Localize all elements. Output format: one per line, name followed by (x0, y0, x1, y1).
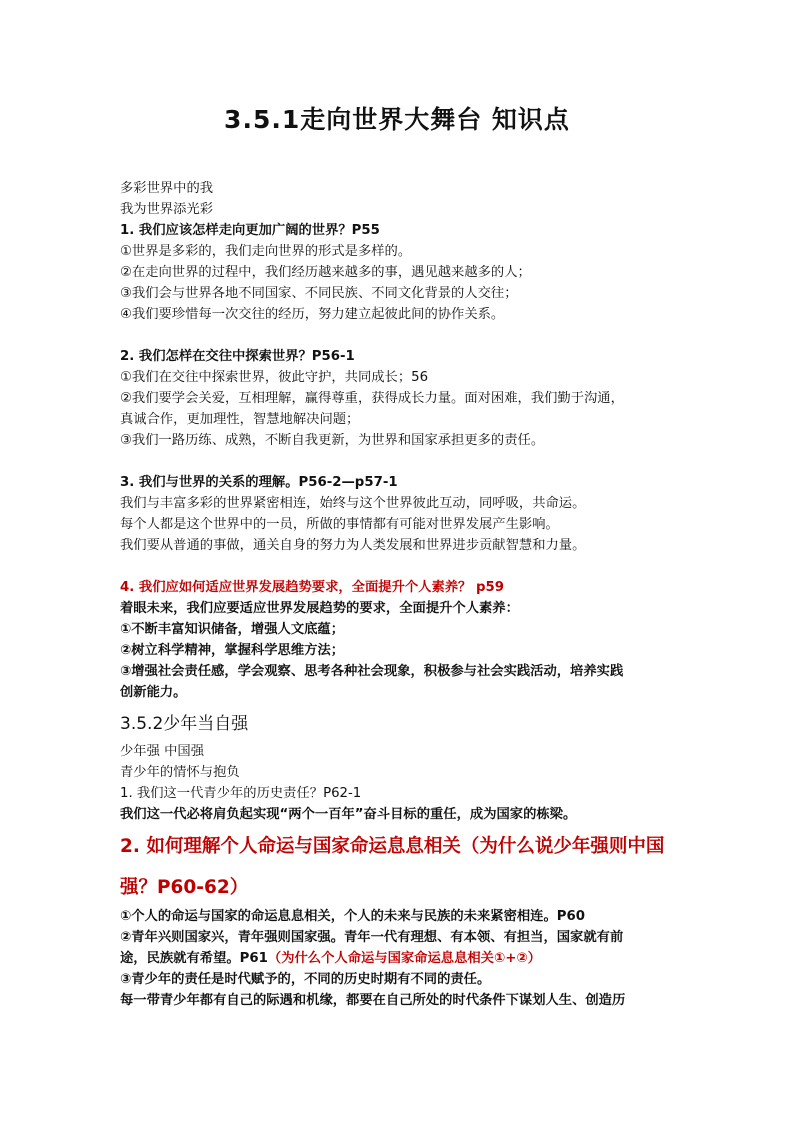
question-heading: 1. 我们这一代青少年的历史责任？P62-1 (120, 786, 362, 801)
question-heading-highlight: 4. 我们应如何适应世界发展趋势要求，全面提升个人素养？ p59 (120, 580, 505, 595)
answer-line: ③我们会与世界各地不同国家、不同民族、不同文化背景的人交往； (120, 286, 518, 301)
answer-line: ③增强社会责任感，学会观察、思考各种社会现象，积极参与社会实践活动，培养实践 (120, 664, 624, 679)
answer-line: ②青年兴则国家兴，青年强则国家强。青年一代有理想、有本领、有担当，国家就有前 (120, 930, 624, 945)
highlight-note: （为什么个人命运与国家命运息息相关①+②） (267, 951, 541, 966)
answer-line: ②我们要学会关爱，互相理解，赢得尊重，获得成长力量。面对困难，我们勤于沟通， (120, 391, 624, 406)
question-heading: 1. 我们应该怎样走向更加广阔的世界？P55 (120, 223, 380, 238)
answer-line: 每个人都是这个世界中的一员，所做的事情都有可能对世界发展产生影响。 (120, 517, 559, 532)
answer-line (120, 949, 541, 969)
question-heading-large: 强？P60-62） (120, 877, 249, 898)
answer-line: 我们要从普通的事做，通关自身的努力为人类发展和世界进步贡献智慧和力量。 (120, 538, 586, 553)
answer-line: 每一带青少年都有自己的际遇和机缘，都要在自己所处的时代条件下谋划人生、创造历 (120, 993, 626, 1008)
question-heading-large: 2. 如何理解个人命运与国家命运息息相关（为什么说少年强则中国 (120, 836, 665, 857)
answer-line: ①不断丰富知识储备，增强人文底蕴； (120, 622, 345, 637)
section-subtitle: 多彩世界中的我 (120, 181, 214, 196)
question-heading: 3. 我们与世界的关系的理解。P56-2—p57-1 (120, 475, 398, 490)
section-subtitle: 青少年的情怀与抱负 (120, 765, 240, 780)
section-heading: 3.5.2少年当自强 (120, 714, 249, 734)
answer-line: ②树立科学精神，掌握科学思维方法； (120, 643, 345, 658)
section-subtitle: 少年强 中国强 (120, 744, 205, 759)
answer-line: ③我们一路历练、成熟，不断自我更新，为世界和国家承担更多的责任。 (120, 433, 545, 448)
answer-line: ①个人的命运与国家的命运息息相关，个人的未来与民族的未来紧密相连。P60 (120, 909, 586, 924)
section-subtitle: 我为世界添光彩 (120, 202, 214, 217)
page-title: 3.5.1走向世界大舞台 知识点 (224, 105, 570, 134)
answer-line: ②在走向世界的过程中，我们经历越来越多的事，遇见越来越多的人； (120, 265, 531, 280)
answer-line: 创新能力。 (120, 685, 187, 700)
answer-line: 真诚合作，更加理性，智慧地解决问题； (120, 412, 360, 427)
answer-line: ①我们在交往中探索世界，彼此守护，共同成长；56 (120, 370, 429, 385)
answer-line: 我们这一代必将肩负起实现“两个一百年”奋斗目标的重任，成为国家的栋梁。 (120, 807, 577, 822)
answer-line: ①世界是多彩的，我们走向世界的形式是多样的。 (120, 244, 412, 259)
answer-line: ④我们要珍惜每一次交往的经历，努力建立起彼此间的协作关系。 (120, 307, 505, 322)
question-heading: 2. 我们怎样在交往中探索世界？P56-1 (120, 349, 355, 364)
answer-line: ③青少年的责任是时代赋予的，不同的历史时期有不同的责任。 (120, 972, 491, 987)
answer-line: 着眼未来，我们应要适应世界发展趋势的要求，全面提升个人素养： (120, 601, 519, 616)
answer-text: 途，民族就有希望。P61 (120, 951, 268, 966)
answer-line: 我们与丰富多彩的世界紧密相连，始终与这个世界彼此互动，同呼吸，共命运。 (120, 496, 586, 511)
